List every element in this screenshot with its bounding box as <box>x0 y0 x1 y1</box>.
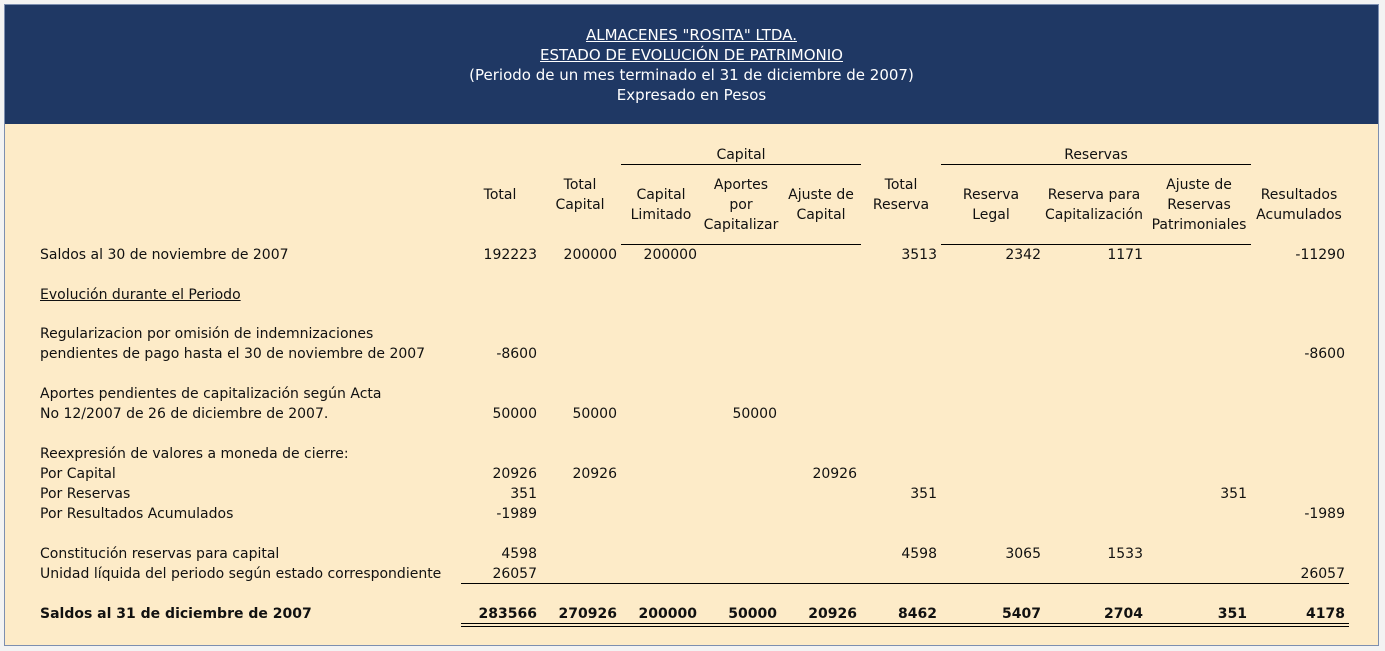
col-reserva-legal: Reserva Legal <box>962 187 1020 223</box>
row-label: Aportes pendientes de capitalización según Acta <box>40 386 382 402</box>
cell-total-capital: 200000 <box>563 247 617 263</box>
col-total-capital: Total Capital <box>555 177 605 213</box>
cell-capital-limitado: 200000 <box>638 606 697 622</box>
cell-total-capital: 270926 <box>558 606 617 622</box>
cell-resultados: 4178 <box>1306 606 1345 622</box>
cell-ajuste-reservas: 351 <box>1217 606 1247 622</box>
row-label: Por Resultados Acumulados <box>40 506 234 522</box>
row-label-final: Saldos al 31 de diciembre de 2007 <box>40 606 312 622</box>
cell-total: -1989 <box>496 506 537 522</box>
cell-reserva-legal: 5407 <box>1002 606 1041 622</box>
double-rule-bottom <box>461 626 1349 627</box>
col-resultados: Resultados Acumulados <box>1256 187 1342 223</box>
cell-aportes: 50000 <box>732 406 777 422</box>
cell-aportes: 50000 <box>728 606 777 622</box>
cell-total-capital: 20926 <box>572 466 617 482</box>
col-total: Total <box>483 187 517 203</box>
row-label: Constitución reservas para capital <box>40 546 280 562</box>
statement-sheet <box>4 4 1379 646</box>
report-title: ESTADO DE EVOLUCIÓN DE PATRIMONIO <box>540 46 843 64</box>
report-currency: Expresado en Pesos <box>616 86 767 104</box>
col-capital-limitado: Capital Limitado <box>630 187 692 223</box>
row-label: Saldos al 30 de noviembre de 2007 <box>40 247 289 263</box>
report-header <box>5 5 1378 124</box>
col-ajuste-capital: Ajuste de Capital <box>788 187 854 223</box>
cell-total: -8600 <box>496 346 537 362</box>
cell-resultados: 26057 <box>1300 566 1345 582</box>
cell-ajuste-capital: 20926 <box>812 466 857 482</box>
cell-total-reserva: 351 <box>910 486 937 502</box>
cell-total: 351 <box>510 486 537 502</box>
section-evolucion: Evolución durante el Periodo <box>40 287 241 303</box>
cell-reserva-cap: 2704 <box>1104 606 1143 622</box>
cell-total: 192223 <box>483 247 537 263</box>
col-aportes: Aportes por Capitalizar <box>703 177 779 233</box>
cell-total: 283566 <box>478 606 537 622</box>
cell-reserva-cap: 1533 <box>1107 546 1143 562</box>
report-period: (Periodo de un mes terminado el 31 de diciembre de 2007) <box>469 66 914 84</box>
group-capital: Capital <box>716 147 766 163</box>
cell-capital-limitado: 200000 <box>643 247 697 263</box>
cell-total-reserva: 4598 <box>901 546 937 562</box>
section-reexpresion: Reexpresión de valores a moneda de cierre: <box>40 446 349 462</box>
cell-resultados: -11290 <box>1295 247 1345 263</box>
row-label: Por Reservas <box>40 486 131 502</box>
group-reservas-line <box>941 164 1251 165</box>
row-label: Regularizacion por omisión de indemnizaciones <box>40 326 374 342</box>
cell-total-capital: 50000 <box>572 406 617 422</box>
cell-resultados: -8600 <box>1304 346 1345 362</box>
cell-ajuste-reservas: 351 <box>1220 486 1247 502</box>
cell-resultados: -1989 <box>1304 506 1345 522</box>
group-reservas: Reservas <box>1064 147 1128 163</box>
row-label: Unidad líquida del periodo según estado correspondiente <box>40 566 442 582</box>
cell-ajuste-capital: 20926 <box>808 606 857 622</box>
cell-total: 26057 <box>492 566 537 582</box>
cell-total-reserva: 3513 <box>901 247 937 263</box>
cell-total: 20926 <box>492 466 537 482</box>
col-reserva-cap: Reserva para Capitalización <box>1045 187 1143 223</box>
row-label: Por Capital <box>40 466 116 482</box>
cell-total: 50000 <box>492 406 537 422</box>
cell-reserva-cap: 1171 <box>1107 247 1143 263</box>
cell-reserva-legal: 2342 <box>1005 247 1041 263</box>
company-name: ALMACENES "ROSITA" LTDA. <box>585 26 797 44</box>
cell-reserva-legal: 3065 <box>1005 546 1041 562</box>
col-ajuste-reservas: Ajuste de Reservas Patrimoniales <box>1151 177 1247 233</box>
row-label-cont: No 12/2007 de 26 de diciembre de 2007. <box>40 406 329 422</box>
col-total-reserva: Total Reserva <box>872 177 930 213</box>
double-rule-top <box>461 623 1349 624</box>
group-capital-line <box>621 164 861 165</box>
row-label-cont: pendientes de pago hasta el 30 de noviembre de 2007 <box>40 346 426 362</box>
cell-total: 4598 <box>501 546 537 562</box>
total-rule <box>461 583 1349 584</box>
cell-total-reserva: 8462 <box>898 606 937 622</box>
